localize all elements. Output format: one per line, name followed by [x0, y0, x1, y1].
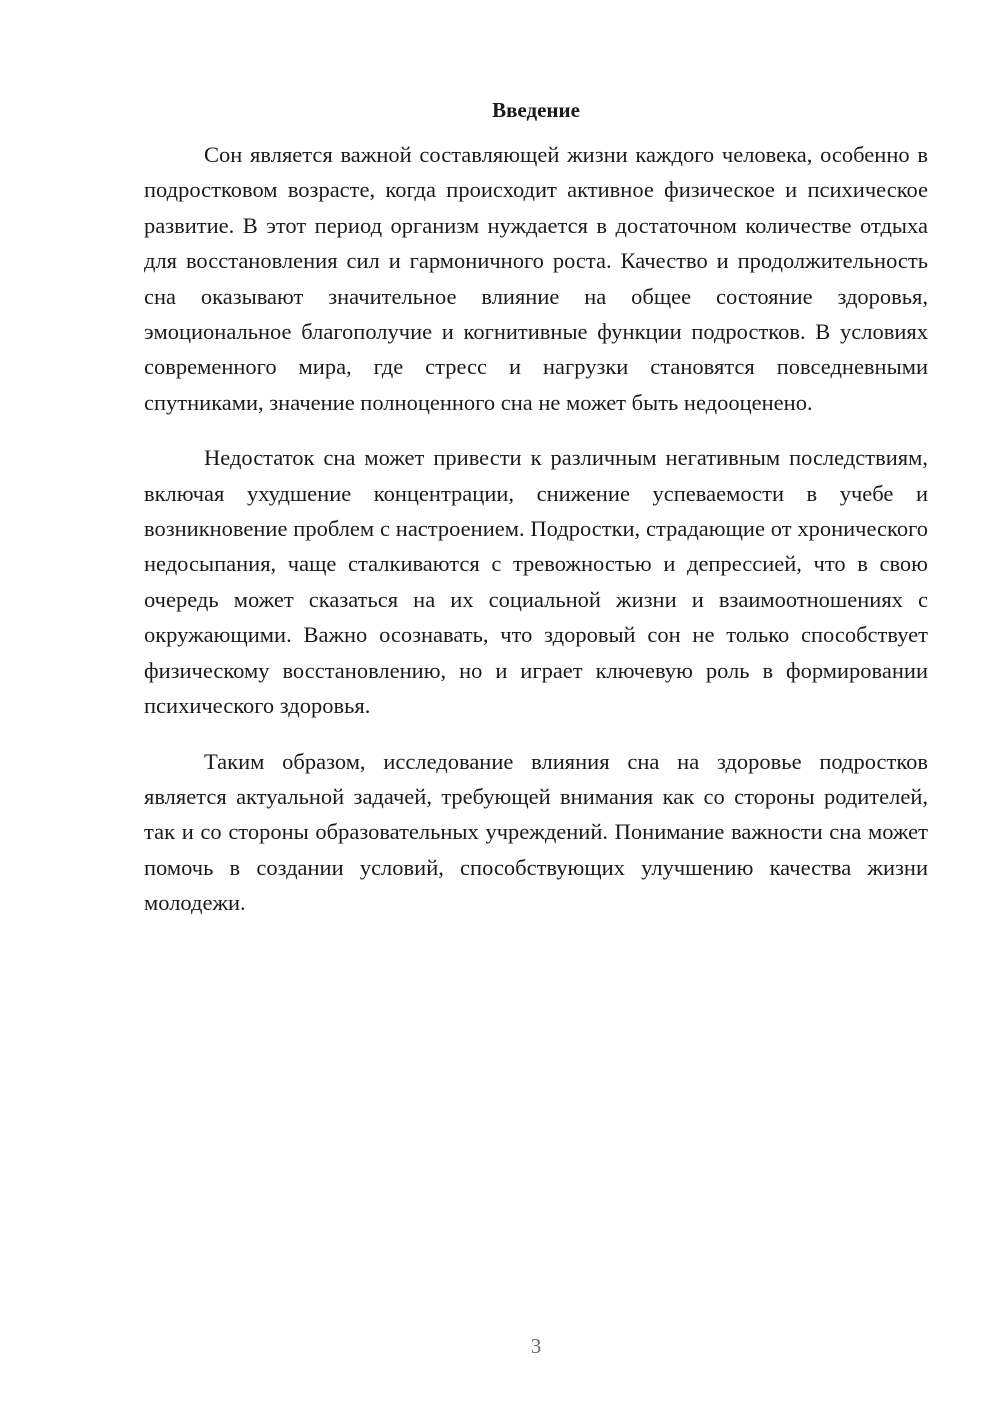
page-content — [144, 95, 928, 941]
section-heading: Введение — [492, 98, 580, 122]
paragraph-3: Таким образом, исследование влияния сна на здоровье подростков является актуальной задачей, требующей внимания как со стороны родителей, так и со стороны образовательных учреждений. Понимание важности сна может помочь в создании условий, способствующих улучшению качества жизни молодежи. — [144, 748, 928, 916]
paragraph-1: Сон является важной составляющей жизни каждого человека, особенно в подростковом возрасте, когда происходит активное физическое и психическое развитие. В этот период организм нуждается в достаточном количестве отдыха для восстановления сил и гармоничного роста. Качество и продолжительность сна оказывают значительное влияние на общее состояние здоровья, эмоциональное благополучие и когнитивные функции подростков. В условиях современного мира, где стресс и нагрузки становятся повседневными спутниками, значение полноценного сна не может быть недооценено. — [144, 142, 928, 415]
page-number: 3 — [530, 1334, 542, 1358]
paragraph-2: Недостаток сна может привести к различным негативным последствиям, включая ухудшение концентрации, снижение успеваемости в учебе и возникновение проблем с настроением. Подростки, страдающие от хронического недосыпания, чаще сталкиваются с тревожностью и депрессией, что в свою очередь может сказаться на их социальной жизни и взаимоотношениях с окружающими. Важно осознавать, что здоровый сон не только способствует физическому восстановлению, но и играет ключевую роль в формировании психического здоровья. — [144, 445, 928, 719]
